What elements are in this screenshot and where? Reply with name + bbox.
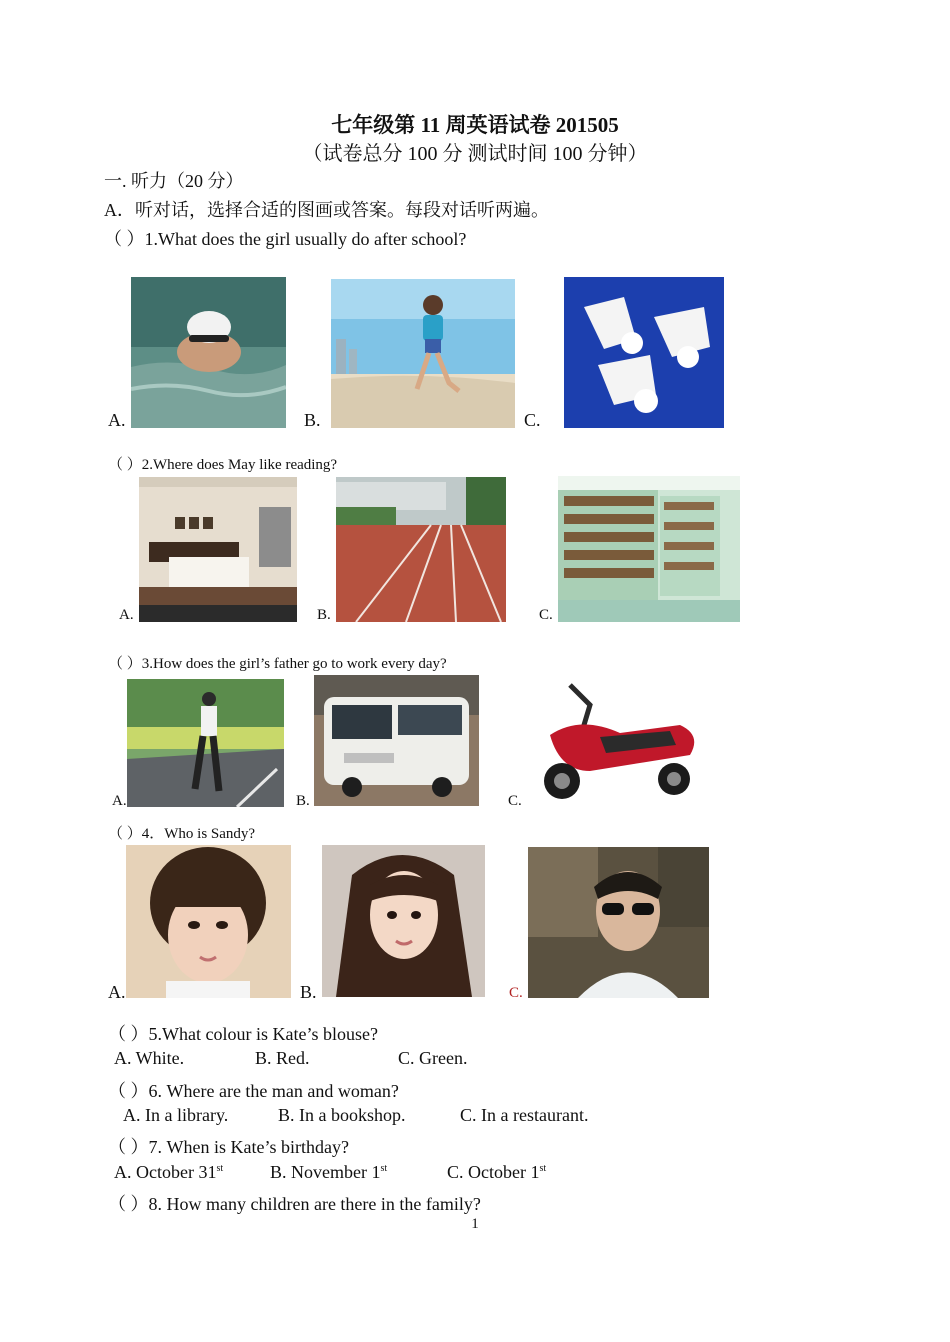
question-7-prompt: （ ）7. When is Kate’s birthday? — [108, 1137, 349, 1157]
boy-sunglasses-photo — [528, 847, 709, 998]
q2-option-a-label: A. — [119, 607, 134, 623]
q7-option-a: A. October 31st — [114, 1162, 224, 1182]
page-number: 1 — [471, 1216, 479, 1232]
question-2-prompt: （ ）2.Where does May like reading? — [108, 457, 338, 473]
exam-title: 七年级第 11 周英语试卷 201505 — [331, 113, 619, 137]
exam-subtitle: （试卷总分 100 分 测试时间 100 分钟） — [302, 143, 648, 165]
q5-option-b: B. Red. — [255, 1048, 310, 1068]
q7-option-b: B. November 1st — [270, 1162, 388, 1182]
question-1-prompt: （ ）1.What does the girl usually do after school? — [104, 229, 467, 249]
q4-option-a-label: A. — [108, 982, 126, 1002]
runner-photo — [331, 279, 515, 428]
running-track-photo — [336, 477, 506, 622]
scooter-photo — [530, 675, 708, 805]
question-5-prompt: （ ）5.What colour is Kate’s blouse? — [108, 1024, 378, 1044]
q5-option-a: A. White. — [114, 1048, 185, 1068]
swimmer-photo — [131, 277, 286, 428]
question-6-prompt: （ ）6. Where are the man and woman? — [108, 1081, 399, 1101]
q6-option-a: A. In a library. — [123, 1105, 229, 1125]
q3-option-b-label: B. — [296, 793, 310, 809]
part-a-instruction: A．听对话，选择合适的图画或答案。每段对话听两遍。 — [104, 200, 549, 220]
long-hair-girl-photo — [322, 845, 485, 997]
q3-option-a-label: A. — [112, 793, 127, 809]
q4-option-b-label: B. — [300, 982, 317, 1002]
bedroom-photo — [139, 477, 297, 622]
q1-option-c-label: C. — [524, 410, 541, 430]
q1-option-b-label: B. — [304, 410, 321, 430]
minibus-photo — [314, 675, 479, 806]
q5-option-c: C. Green. — [398, 1048, 468, 1068]
q6-option-b: B. In a bookshop. — [278, 1105, 406, 1125]
question-4-prompt: （ ）4．Who is Sandy? — [108, 826, 256, 842]
question-3-prompt: （ ）3.How does the girl’s father go to work every day? — [108, 656, 447, 672]
short-hair-girl-photo — [126, 845, 291, 998]
walking-man-photo — [127, 679, 284, 807]
q4-option-c-label: C. — [509, 985, 523, 1001]
q6-option-c: C. In a restaurant. — [460, 1105, 589, 1125]
library-shelves-photo — [558, 476, 740, 622]
question-8-prompt: （ ）8. How many children are there in the family? — [108, 1194, 481, 1214]
section-heading: 一. 听力（20 分） — [104, 171, 244, 191]
q7-option-c: C. October 1st — [447, 1162, 547, 1182]
q3-option-c-label: C. — [508, 793, 522, 809]
q2-option-b-label: B. — [317, 607, 331, 623]
q1-option-a-label: A. — [108, 410, 126, 430]
shuttlecocks-photo — [564, 277, 724, 428]
q2-option-c-label: C. — [539, 607, 553, 623]
